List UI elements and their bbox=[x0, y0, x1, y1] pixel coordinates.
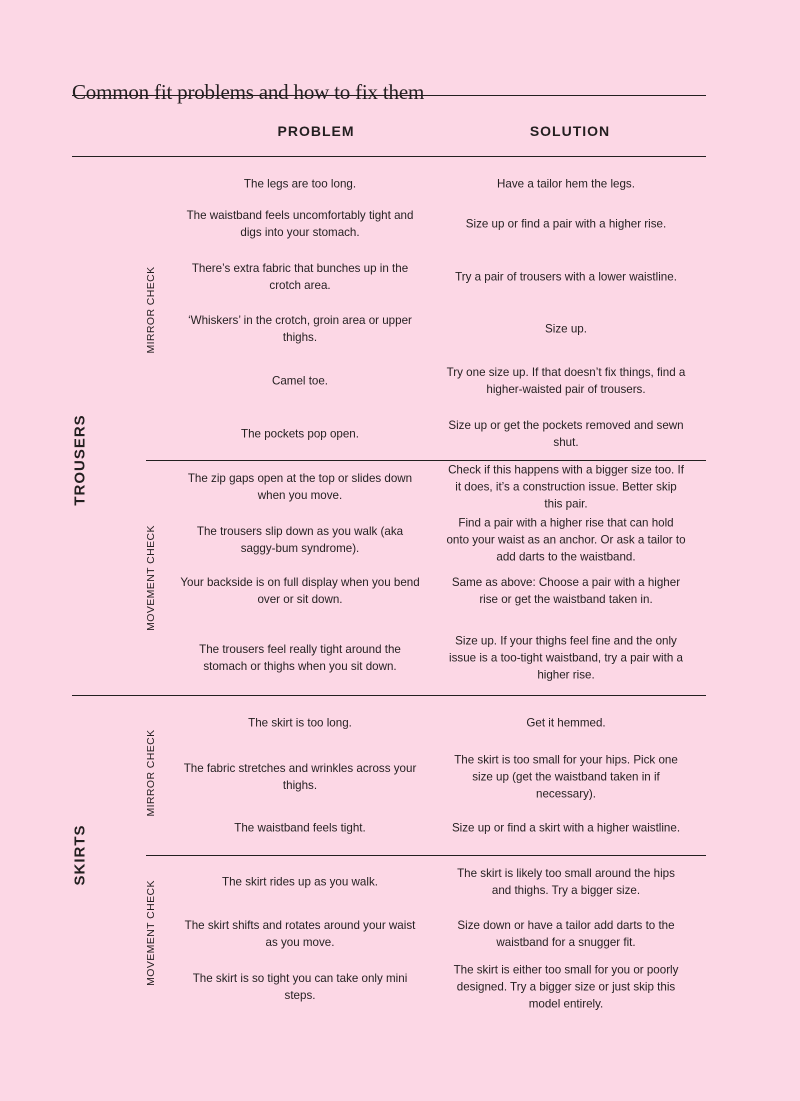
group-divider bbox=[146, 855, 706, 856]
problem-column-header: PROBLEM bbox=[277, 123, 355, 139]
problem-cell: The skirt rides up as you walk. bbox=[222, 875, 378, 889]
group-label-skirts-mirror: MIRROR CHECK bbox=[145, 729, 157, 817]
problem-cell: The waistband feels tight. bbox=[234, 821, 366, 835]
problem-cell: The trousers feel really tight around the stomach or thighs when you sit down. bbox=[199, 643, 401, 673]
solution-cell: The skirt is either too small for you or poorly designed. Try a bigger size or just skip this model entirely. bbox=[453, 963, 679, 1011]
problem-cell: The skirt shifts and rotates around your waist as you move. bbox=[184, 919, 416, 949]
solution-cell: Size up or find a skirt with a higher waistline. bbox=[451, 821, 681, 835]
problem-cell: The zip gaps open at the top or slides down when you move. bbox=[187, 472, 413, 502]
solution-cell: Try a pair of trousers with a lower waistline. bbox=[455, 270, 677, 284]
solution-cell: Size up. bbox=[545, 322, 587, 336]
solution-cell: Try one size up. If that doesn’t fix things, find a higher-waisted pair of trousers. bbox=[446, 366, 686, 396]
solution-cell: Find a pair with a higher rise that can hold onto your waist as an anchor. Or ask a tailor to add darts to the waistband. bbox=[446, 516, 686, 564]
solution-cell: Check if this happens with a bigger size too. If it does, it’s a construction issue. Better skip this pair. bbox=[448, 463, 684, 511]
solution-cell: Size up. If your thighs feel fine and the only issue is a too-tight waistband, try a pair with a higher rise. bbox=[449, 634, 683, 682]
group-label-trousers-movement: MOVEMENT CHECK bbox=[145, 525, 157, 631]
section-label-trousers: TROUSERS bbox=[71, 414, 89, 506]
problem-cell: Your backside is on full display when you bend over or sit down. bbox=[180, 576, 420, 606]
title-rule bbox=[72, 95, 706, 96]
problem-cell: There’s extra fabric that bunches up in the crotch area. bbox=[191, 262, 409, 292]
problem-cell: The fabric stretches and wrinkles across your thighs. bbox=[183, 762, 417, 792]
page-title: Common fit problems and how to fix them bbox=[72, 80, 425, 105]
group-label-trousers-mirror: MIRROR CHECK bbox=[145, 266, 157, 354]
solution-cell: Get it hemmed. bbox=[526, 716, 606, 730]
problem-cell: ‘Whiskers’ in the crotch, groin area or upper thighs. bbox=[188, 314, 412, 344]
solution-cell: Have a tailor hem the legs. bbox=[497, 177, 635, 191]
problem-cell: The trousers slip down as you walk (aka saggy-bum syndrome). bbox=[196, 525, 404, 555]
problem-cell: The skirt is so tight you can take only mini steps. bbox=[192, 972, 408, 1002]
solution-cell: Same as above: Choose a pair with a higher rise or get the waistband taken in. bbox=[451, 576, 681, 606]
section-divider bbox=[72, 695, 706, 696]
solution-cell: Size up or find a pair with a higher rise. bbox=[465, 217, 667, 231]
problem-cell: Camel toe. bbox=[271, 374, 329, 388]
problem-cell: The skirt is too long. bbox=[248, 716, 352, 730]
solution-cell: Size up or get the pockets removed and sewn shut. bbox=[448, 419, 684, 449]
group-label-skirts-movement: MOVEMENT CHECK bbox=[145, 880, 157, 986]
solution-cell: The skirt is likely too small around the hips and thighs. Try a bigger size. bbox=[457, 867, 675, 897]
section-label-skirts: SKIRTS bbox=[71, 824, 89, 886]
solution-column-header: SOLUTION bbox=[529, 123, 611, 139]
problem-cell: The waistband feels uncomfortably tight and digs into your stomach. bbox=[186, 209, 414, 239]
problem-cell: The pockets pop open. bbox=[241, 427, 359, 441]
header-rule bbox=[72, 156, 706, 157]
solution-cell: Size down or have a tailor add darts to the waistband for a snugger fit. bbox=[457, 919, 675, 949]
solution-cell: The skirt is too small for your hips. Pick one size up (get the waistband taken in if necessary). bbox=[454, 753, 678, 801]
problem-cell: The legs are too long. bbox=[243, 177, 357, 191]
